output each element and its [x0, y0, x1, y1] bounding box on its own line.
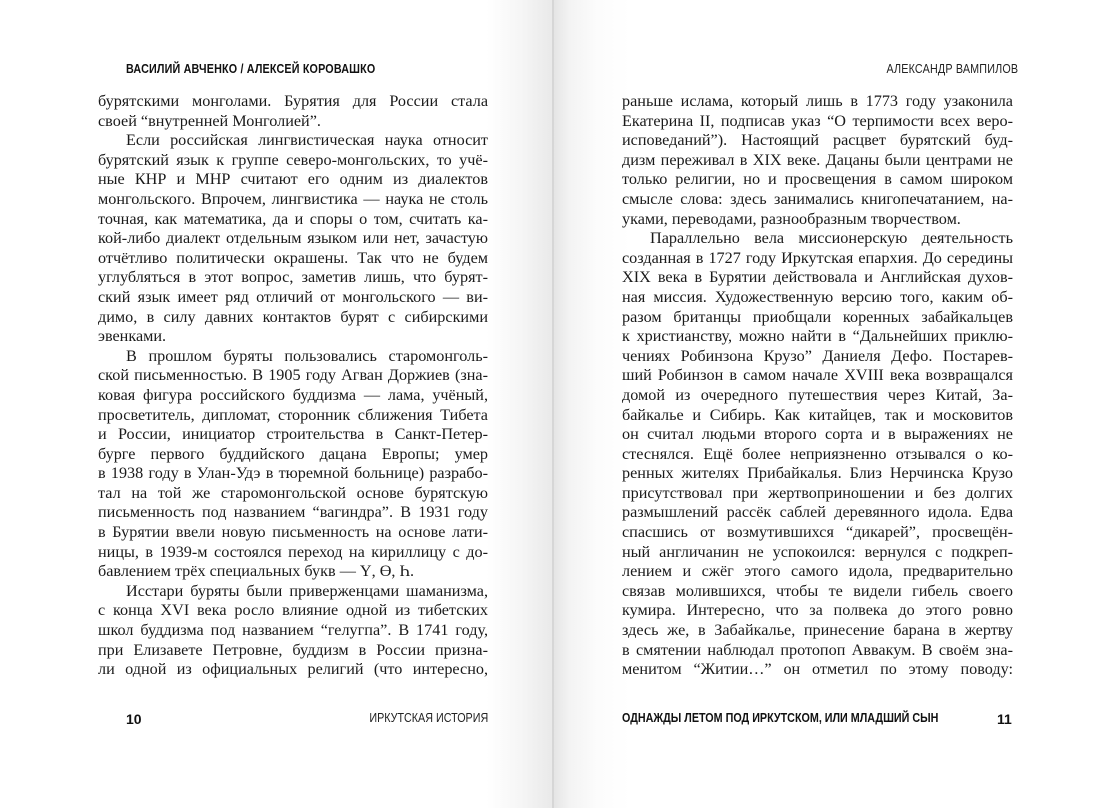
paragraph	[98, 131, 488, 347]
text-line: письменность под названием “вагиндра”. В 1931 году	[98, 503, 488, 522]
text-line: с конца XVI века росло влияние одной из тибетских	[98, 601, 488, 620]
text-line: домой из очередного путешествия через Китай, За-	[622, 385, 1013, 404]
paragraph	[98, 347, 488, 582]
text-line: бурятскими монголами. Бурятия для России стала	[98, 92, 488, 110]
text-line: ковая фигура российского буддизма — лама, учёный,	[98, 385, 488, 404]
text-line: ная миссия. Художественную версию того, каким об-	[622, 287, 1013, 306]
text-line: Исстари буряты были приверженцами шаманизма,	[126, 581, 488, 600]
text-line: школ буддизма под названием “гелугпа”. В 1741 году,	[98, 621, 488, 640]
text-line: и России, инициатор строительства в Санкт-Петер-	[98, 425, 488, 444]
text-line: ли одной из официальных религий (что интересно,	[98, 660, 488, 679]
text-line: связав молившихся, чтобы те видели гибель своего	[622, 581, 1013, 600]
text-line: бурятский язык к группе северо-монгольских, то учё-	[98, 150, 488, 169]
text-line: в Бурятии ввели новую письменность на основе лати-	[98, 523, 488, 542]
text-line: тал на той же старомонгольской основе бурятскую	[98, 483, 488, 502]
text-line: ные КНР и МНР считают его одним из диалектов	[98, 170, 488, 189]
text-line: чениях Робинзона Крузо” Даниеля Дефо. Постарев-	[622, 346, 1013, 365]
text-line: ший Робинзон в самом начале XVIII века возвращался	[622, 366, 1013, 385]
text-line: эвенками.	[98, 327, 167, 346]
text-line: отчётливо политически окрашены. Так что не будем	[98, 248, 488, 267]
text-line: раньше ислама, который лишь в 1773 году узаконила	[622, 92, 1013, 110]
text-line: В прошлом буряты пользовались старомонголь-	[126, 346, 488, 365]
text-line: к христианству, можно найти в “Дальнейших приклю-	[622, 327, 1013, 346]
text-line: созданная в 1727 году Иркутская епархия. До середины	[622, 248, 1013, 267]
text-line: ский язык имеет ряд отличий от монгольского — ви-	[98, 287, 488, 306]
text-line: просветитель, дипломат, сторонник сближения Тибета	[98, 405, 488, 424]
text-line: в смятении наблюдал протопоп Аввакум. В своём зна-	[622, 640, 1013, 659]
text-line: при Елизавете Петровне, буддизм в России призна-	[98, 640, 488, 659]
right-page-number: 11	[997, 711, 1012, 727]
paragraph	[622, 229, 1013, 680]
text-line: спасшись от возмутившихся “дикарей”, просвещён-	[622, 523, 1013, 542]
text-line: байкалье и Сибирь. Как китайцев, так и московитов	[622, 405, 1013, 424]
left-running-head: ВАСИЛИЙ АВЧЕНКО / АЛЕКСЕЙ КОРОВАШКО	[126, 62, 376, 76]
paragraph	[622, 92, 1013, 229]
text-line: дизм переживал в XIX веке. Дацаны были центрами не	[622, 150, 1013, 169]
text-line: смысле слова: здесь занимались книгопечатанием, на-	[622, 189, 1013, 208]
left-footer-title: ИРКУТСКАЯ ИСТОРИЯ	[369, 711, 488, 725]
text-line: углубляться в этот вопрос, заметив лишь, что бурят-	[98, 268, 488, 287]
right-body-text	[622, 92, 1013, 680]
text-line: точная, как математика, да и споры о том, считать ка-	[98, 209, 488, 228]
text-line: в 1938 году в Улан-Удэ в тюремной больнице) разрабо-	[98, 464, 488, 483]
text-line: ный англичанин не успокоился: вернулся с подкреп-	[622, 542, 1013, 561]
text-line: ренных жителях Прибайкалья. Близ Нерчинска Крузо	[622, 464, 1013, 483]
text-line: XIX века в Бурятии действовала и Английская духов-	[622, 268, 1013, 287]
text-line: ницы, в 1939-м состоялся переход на кириллицу с до-	[98, 542, 488, 561]
text-line: размышлений рассёк саблей деревянного идола. Едва	[622, 503, 1013, 522]
book-spine	[552, 0, 554, 808]
text-line: димо, в силу давних контактов бурят с сибирскими	[98, 307, 488, 326]
text-line: кумира. Интересно, что за полвека до этого ровно	[622, 601, 1013, 620]
right-footer-title: ОДНАЖДЫ ЛЕТОМ ПОД ИРКУТСКОМ, ИЛИ МЛАДШИЙ СЫН	[622, 711, 939, 725]
text-line: кой-либо диалект отдельным языком или нет, зачастую	[98, 229, 488, 248]
right-running-head: АЛЕКСАНДР ВАМПИЛОВ	[886, 62, 1018, 76]
text-line: здесь же, в Забайкалье, принесение барана в жертву	[622, 621, 1013, 640]
text-line: бурге первого буддийского дацана Европы; умер	[98, 444, 488, 463]
text-line: исповеданий”). Настоящий расцвет бурятский буд-	[622, 131, 1013, 150]
text-line: лением и сжёг этого самого идола, предварительно	[622, 562, 1013, 581]
text-line: он считал людьми второго сорта и в выражениях не	[622, 425, 1013, 444]
left-page-number: 10	[126, 711, 142, 727]
text-line: уками, переводами, разнообразным творчеством.	[622, 209, 961, 228]
text-line: менитом “Житии…” он отметил по этому поводу:	[622, 660, 1013, 679]
text-line: своей “внутренней Монголией”.	[98, 111, 321, 130]
text-line: бавлением трёх специальных букв — Ү, Ө, Һ.	[98, 562, 415, 581]
text-line: Екатерина II, подписав указ “О терпимости всех веро-	[622, 111, 1013, 130]
text-line: Если российская лингвистическая наука относит	[126, 131, 488, 150]
text-line: только религии, но и просвещения в самом широком	[622, 170, 1013, 189]
text-line: Параллельно вела миссионерскую деятельность	[650, 229, 1013, 248]
text-line: ской письменностью. В 1905 году Агван Доржиев (зна-	[98, 366, 488, 385]
text-line: стеснялся. Ещё более неприязненно отзывался о ко-	[622, 444, 1013, 463]
text-line: монгольского. Впрочем, лингвистика — наука не столь	[98, 189, 488, 208]
text-line: присутствовал при жертвоприношении и без долгих	[622, 483, 1013, 502]
paragraph	[98, 582, 488, 680]
left-body-text	[98, 92, 488, 680]
text-line: разом британцы приобщали коренных забайкальцев	[622, 307, 1013, 326]
paragraph	[98, 92, 488, 131]
